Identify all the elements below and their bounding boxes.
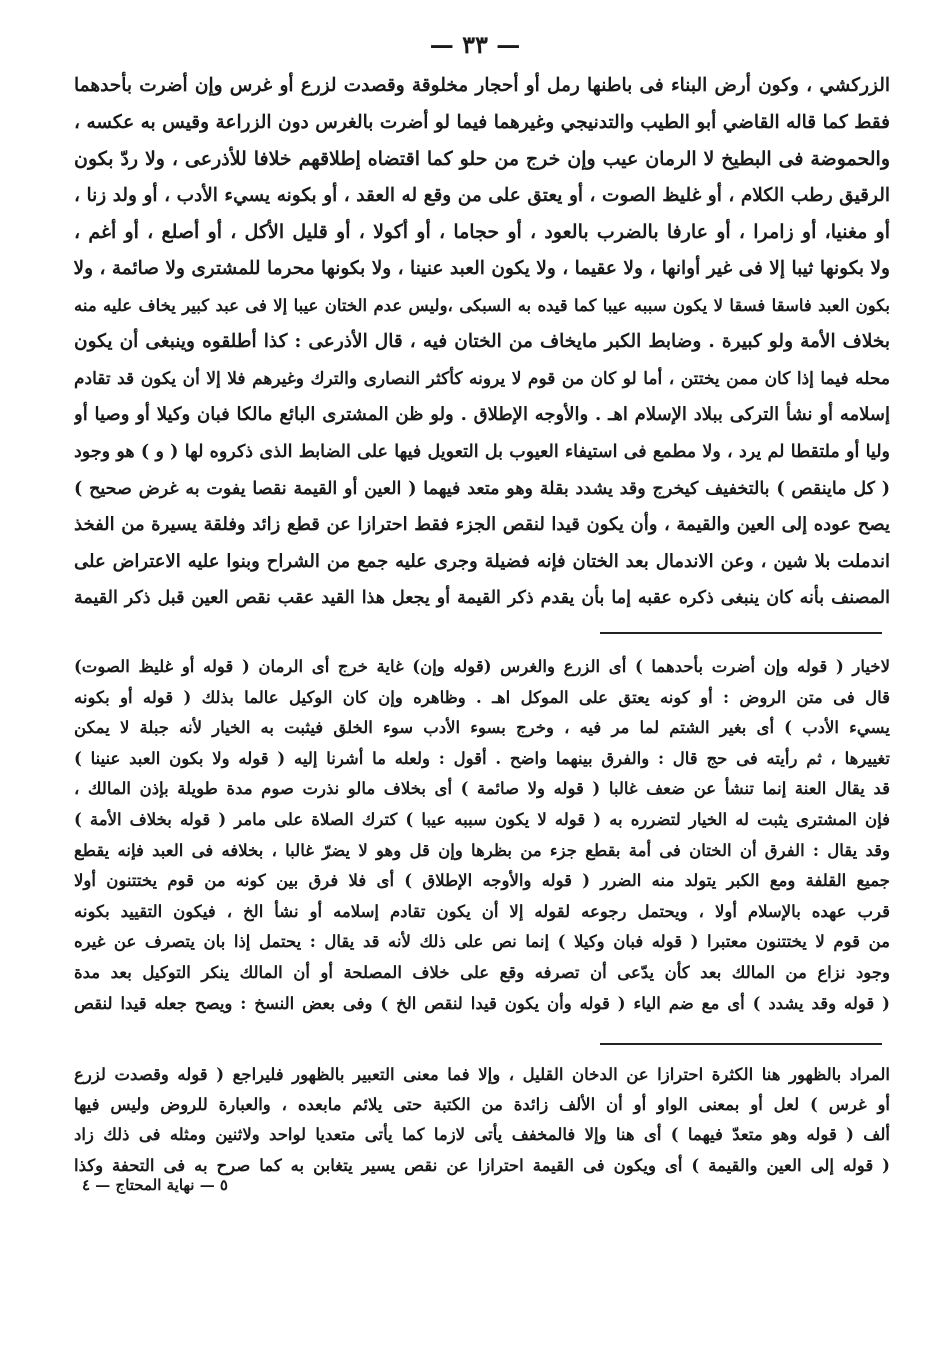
footnote-line: ألف ( قوله وهو متعدّ فيهما ) أى هنا وإلا فالمخفف يأتى لازما كما يأتى متعديا لواحد ولاثنين ومثله فى ذلك زاد [74,1125,890,1145]
main-text-line: والحموضة فى البطيخ لا الرمان عيب وإن خرج من حلو كما اقتضاه إطلاقهم خلافا للأذرعى ، ولا ردّ بكون [74,148,890,171]
footnote-line: قال فى متن الروض : أو كونه يعتق على الموكل اهـ . وظاهره وإن كان الوكيل عالما بذلك ( قوله أو بكونه [74,687,890,707]
main-text-line: وليا أو ملتقطا لم يرد ، ولا مطمع فى استيفاء العيوب بل التعويل فيها على الضابط الذى ذكروه لها ( و ) هو وجود [74,441,890,462]
footnote-line: ( قوله إلى العين والقيمة ) أى ويكون فى القيمة احترازا عن نقص يسير يتغابن به كما صرح به فى التحفة وكذا [74,1155,890,1175]
main-text-line: يصح عوده إلى العين والقيمة ، وأن يكون قيدا لنقص الجزء فقط احترازا عن قطع زائد وفلقة يسيرة من الفخذ [74,514,890,536]
footnote-section-2 [74,1060,890,1181]
main-text-line: بخلاف الأمة ولو كبيرة . وضابط الكبر مايخاف من الختان فيه ، قال الأذرعى : كذا أطلقوه وينبغى أن يكون [74,331,890,353]
footnote-section-1 [74,652,890,1019]
footnote-line: يسيء الأدب ) أى بغير الشتم لما مر فيه ، وخرج بسوء الأدب سوء الخلق فيثبت به الخيار لأنه جبلة لا يمكن [74,718,890,738]
footnote-line: فإن المشترى يثبت له الخيار لتضرره به ( قوله لا يكون سببه عيبا ) كترك الصلاة على مامر ( قوله بخلاف الأمة ) [74,809,890,829]
main-text-line: المصنف بأنه كان ينبغى ذكره عقبه إما بأن يقدم ذكر القيمة أو يجعل هذا القيد عقب نقص العين قبل ذكر القيمة [74,588,890,609]
footnote-line: قرب عهده بالإسلام أولا ، ويحتمل رجوعه لقوله إلا أن يكون تقادم إسلامه أو نشأ الخ ، فيكون التقييد بكونه [74,901,890,921]
main-text-line: محله فيما إذا كان ممن يختتن ، أما لو كان من قوم لا يرونه كأكثر النصارى والترك وغيرهم فلا إلا أن يكون قد تقادم [74,368,890,389]
footnote-line: من قوم لا يختتنون معتبرا ( قوله فبان وكيلا ) إنما نص على ذلك لأنه قد يقال : يحتمل إذا بان يتصرف عن غيره [74,932,890,952]
main-text-line: الزركشي ، وكون أرض البناء فى باطنها رمل أو أحجار مخلوقة وقصدت لزرع أو غرس وإن أضرت بأحدهما [74,75,890,96]
page-number: — ٣٣ — [429,30,521,59]
main-text-line: فقط كما قاله القاضي أبو الطيب والتدنيجي وغيرهما فيما لو أضرت بالغرس دون الزراعة وقيس به عكسه ، [74,111,890,133]
main-text-line: إسلامه أو نشأ التركى ببلاد الإسلام اهـ . والأوجه الإطلاق . ولو ظن المشترى البائع مالكا فبان وكيلا أو وصيا أو [74,404,890,426]
footnote-line: وقد يقال : الفرق أن الختان فى أمة بقطع جزء من بظرها وإن قل وهو لا يضرّ غالبا ، بخلافه فى العبد فإنه يقطع [74,840,890,860]
footnote-divider [600,632,882,634]
footnote-line: تغييرها ، ثم رأيته فى حج قال : والفرق بينهما واضح . أقول : ولعله ما أشرنا إليه ( قوله ولا بكون العبد عنينا ) [74,748,890,768]
main-text-line: بكون العبد فاسقا فسقا لا يكون سببه عيبا كما قيده به السبكى ،وليس عدم الختان عيبا إلا فى عبد كبير يخاف عليه منه [74,295,890,315]
main-text-line: الرقيق رطب الكلام ، أو غليظ الصوت ، أو يعتق على من وقع له العقد ، أو بكونه يسيء الأدب ، أو ولد زنا ، [74,184,890,206]
footnote-divider-2 [600,1043,882,1045]
main-text-line: ( كل ماينقص ) بالتخفيف كيخرج وقد يشدد بقلة وهو متعد فيهما ( العين أو القيمة نقصا يفوت به غرض صحيح ) [74,478,890,499]
footnote-line: أو غرس ) لعل أو بمعنى الواو أو أن الألف زائدة من الكتبة حتى يلائم مابعده ، والعبارة للروض وليس فيها [74,1095,890,1115]
footnote-line: وجود نزاع من المالك بعد كأن يدّعى أن تصرفه وقع على خلاف المصلحة أو أن المالك ينكر التوكيل بعد مدة [74,962,890,982]
footnote-line: المراد بالظهور هنا الكثرة احترازا عن الدخان القليل ، وإلا فما معنى التعبير بالظهور فليراجع ( قوله وقصدت لزرع [74,1065,890,1084]
footnote-line: ( قوله وقد يشدد ) أى مع ضم الياء ( قوله وأن يكون قيدا لنقص الخ ) وفى بعض النسخ : ويصح جعله قيدا لنقص [74,993,890,1013]
main-text-line: اندملت بلا شين ، وعن الاندمال بعد الختان فإنه فضيلة وجرى عليه جمع من الشراح وبنوا عليه الاعتراض على [74,550,890,572]
signature-mark: ٥ — نهاية المحتاج — ٤ [82,1176,228,1194]
main-text-line: أو مغنيا، أو زامرا ، أو عارفا بالضرب بالعود ، أو حجاما ، أو أكولا ، أو قليل الأكل ، أو أصلع ، أو أغم ، [74,221,890,244]
footnote-line: قد يقال العنة إنما تنشأ عن ضعف غالبا ( قوله ولا صائمة ) أى بخلاف مالو نذرت صوم مدة طويلة بإذن المالك ، [74,779,890,799]
footnote-line: جميع القلفة ومع الكبر يتولد منه الضرر ( قوله والأوجه الإطلاق ) أى فلا فرق بين كونه من قوم يختتنون أولا [74,871,890,891]
footnote-line: لاخيار ( قوله وإن أضرت بأحدهما ) أى الزرع والغرس (قوله وإن) غاية خرج أى الرمان ( قوله أو غليظ الصوت) [74,657,890,676]
main-text [74,68,890,617]
main-text-line: ولا بكونها ثيبا إلا فى غير أوانها ، ولا عقيما ، ولا يكون العبد عنينا ، ولا بكونها محرما للمشترى ولا صائمة ، ولا [74,257,890,279]
